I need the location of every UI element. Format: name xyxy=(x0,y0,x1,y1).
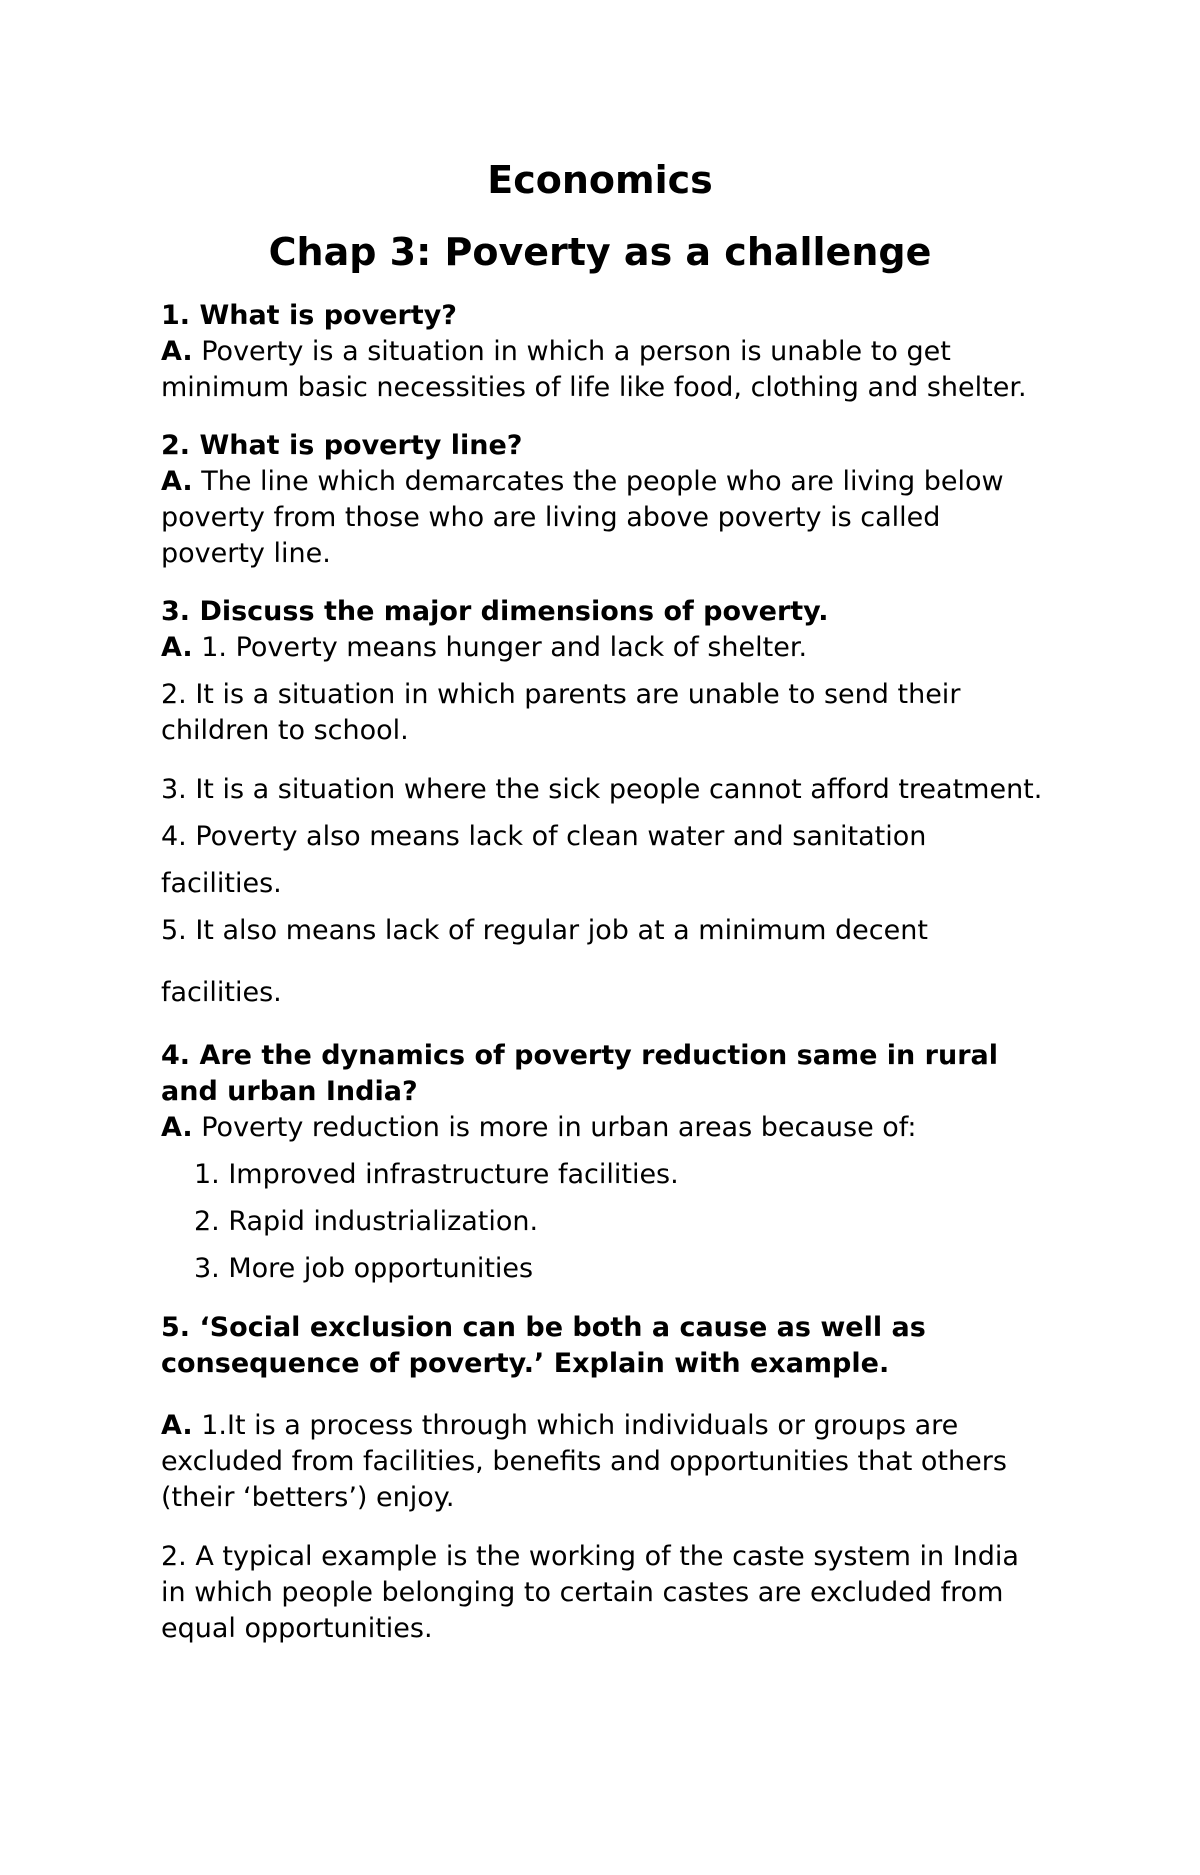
answer-prefix: A. xyxy=(161,336,193,367)
list-item: 3. More job opportunities xyxy=(194,1253,534,1284)
answer-5-point-1-line-1 xyxy=(161,1408,958,1444)
list-item: 1. Improved infrastructure facilities. xyxy=(194,1159,679,1190)
question-5-line-1: 5. ‘Social exclusion can be both a cause as well as xyxy=(161,1312,926,1343)
answer-3-point-2-line-2: children to school. xyxy=(161,715,409,746)
answer-3-point-4-line-1: 4. Poverty also means lack of clean water and sanitation xyxy=(161,821,927,852)
answer-3-point-1-text: 1. Poverty means hunger and lack of shelter. xyxy=(192,632,808,663)
answer-1-line-2: minimum basic necessities of life like food, clothing and shelter. xyxy=(161,372,1027,403)
answer-2-line-2: poverty from those who are living above poverty is called xyxy=(161,502,941,533)
question-5-line-2: consequence of poverty.’ Explain with example. xyxy=(161,1348,890,1379)
answer-5-point-2-line-1: 2. A typical example is the working of the caste system in India xyxy=(161,1541,1019,1572)
question-3: 3. Discuss the major dimensions of poverty. xyxy=(161,596,829,627)
answer-5-point-1-line-3: (their ‘betters’) enjoy. xyxy=(161,1482,455,1513)
question-2: 2. What is poverty line? xyxy=(161,430,523,461)
answer-1-line-1 xyxy=(161,334,951,370)
answer-3-point-5-line-2: facilities. xyxy=(161,977,282,1008)
answer-prefix: A. xyxy=(161,466,193,497)
answer-2-line-1 xyxy=(161,464,1004,500)
question-4-line-1: 4. Are the dynamics of poverty reduction same in rural xyxy=(161,1040,998,1071)
answer-prefix: A. xyxy=(161,1410,193,1441)
answer-4-intro-text: Poverty reduction is more in urban areas because of: xyxy=(192,1112,917,1143)
subject-title: Economics xyxy=(487,158,713,202)
answer-3-point-1 xyxy=(161,630,807,666)
list-item: 2. Rapid industrialization. xyxy=(194,1206,539,1237)
answer-1-text: Poverty is a situation in which a person is unable to get xyxy=(192,336,951,367)
answer-5-point-2-line-2: in which people belonging to certain castes are excluded from xyxy=(161,1577,1004,1608)
answer-prefix: A. xyxy=(161,632,193,663)
answer-prefix: A. xyxy=(161,1112,193,1143)
question-1: 1. What is poverty? xyxy=(161,300,457,331)
answer-5-point-2-line-3: equal opportunities. xyxy=(161,1613,433,1644)
question-4-line-2: and urban India? xyxy=(161,1076,418,1107)
answer-5-point-1-text: 1.It is a process through which individuals or groups are xyxy=(192,1410,959,1441)
answer-3-point-3: 3. It is a situation where the sick people cannot afford treatment. xyxy=(161,774,1043,805)
answer-2-text: The line which demarcates the people who are living below xyxy=(192,466,1004,497)
answer-4-intro xyxy=(161,1110,916,1146)
answer-3-point-5-line-1: 5. It also means lack of regular job at a minimum decent xyxy=(161,915,928,946)
answer-3-point-2-line-1: 2. It is a situation in which parents are unable to send their xyxy=(161,679,961,710)
answer-3-point-4-line-2: facilities. xyxy=(161,868,282,899)
chapter-title: Chap 3: Poverty as a challenge xyxy=(268,230,932,274)
answer-2-line-3: poverty line. xyxy=(161,538,331,569)
answer-5-point-1-line-2: excluded from facilities, benefits and opportunities that others xyxy=(161,1446,1007,1477)
